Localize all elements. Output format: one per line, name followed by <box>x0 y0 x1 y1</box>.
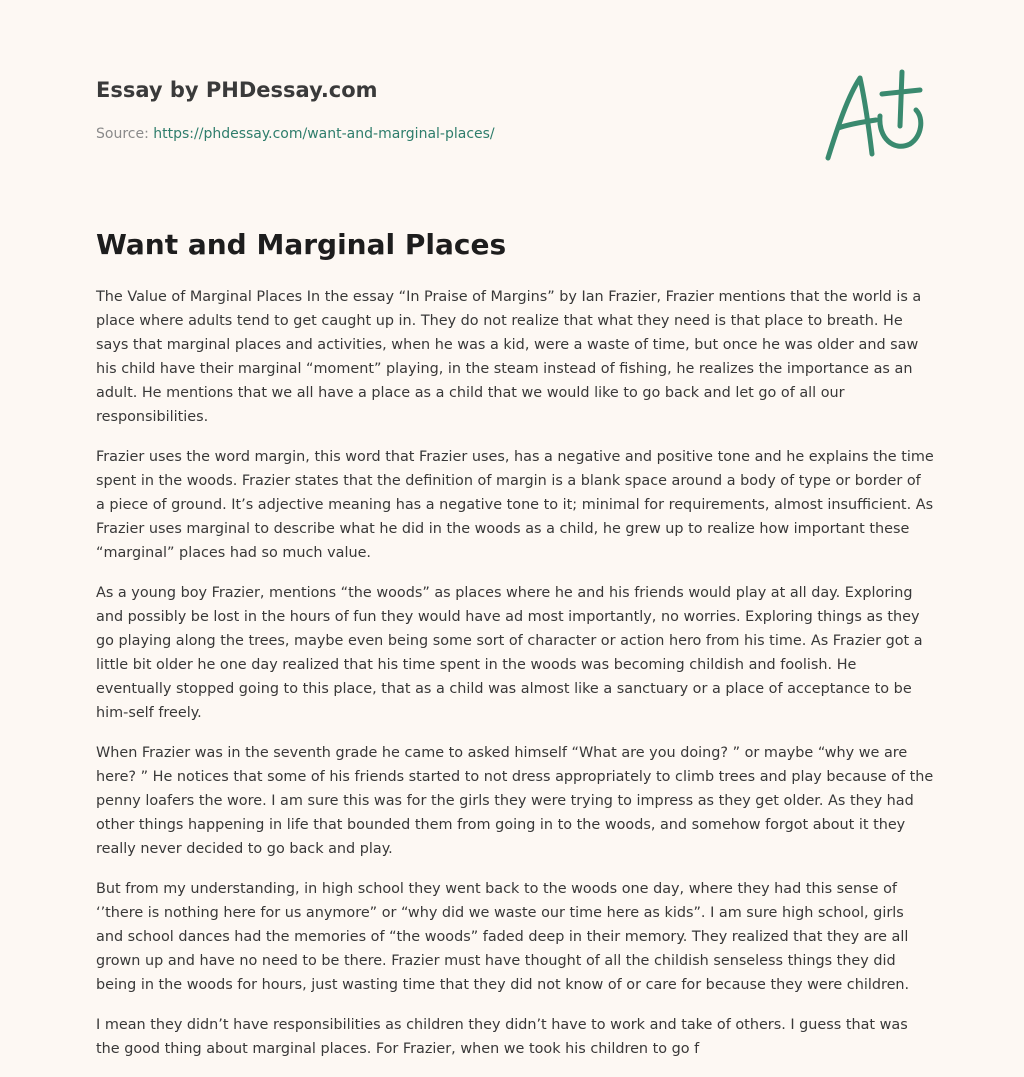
essay-paragraph: Frazier uses the word margin, this word that Frazier uses, has a negative and positive tone and he explains the time spent in the woods. Frazier states that the definition of margin is a blank space around a body of type or border of a piece of ground. It’s adjective meaning has a negative tone to it; minimal for requirements, almost insufficient. As Frazier uses marginal to describe what he did in the woods as a child, he grew up to realize how important these “marginal” places had so much value. <box>96 449 934 561</box>
essay-paragraph: The Value of Marginal Places In the essay “In Praise of Margins” by Ian Frazier, Frazier mentions that the world is a place where adults tend to get caught up in. They do not realize that what they need is that place to breath. He says that marginal places and activities, when he was a kid, were a waste of time, but once he was older and saw his child have their marginal “moment” playing, in the steam instead of fishing, he realizes the importance as an adult. He mentions that we all have a place as a child that we would like to go back and let go of all our responsibilities. <box>96 289 922 425</box>
essay-title: Want and Marginal Places <box>96 228 507 261</box>
essay-paragraph: When Frazier was in the seventh grade he came to asked himself “What are you doing? ” or maybe “why we are here? ” He notices that some of his friends started to not dress appropriately to climb trees and play because of the penny loafers the wore. I am sure this was for the girls they were trying to impress as they get older. As they had other things happening in life that bounded them from going in to the woods, and somehow forgot about it they really never decided to go back and play. <box>96 745 934 857</box>
source-line <box>96 124 796 144</box>
header <box>96 76 796 144</box>
essay-paragraph: But from my understanding, in high school they went back to the woods one day, where they had this sense of ‘’there is nothing here for us anymore” or “why did we waste our time here as kids”. I am sure high school, girls and school dances had the memories of “the woods” faded deep in their memory. They realized that they are all grown up and have no need to be there. Frazier must have thought of all the childish senseless things they did being in the woods for hours, just wasting time that they did not know of or care for because they were children. <box>96 881 910 993</box>
site-title: Essay by PHDessay.com <box>96 78 378 102</box>
essay-body <box>96 285 934 1077</box>
essay-paragraph: As a young boy Frazier, mentions “the woods” as places where he and his friends would play at all day. Exploring and possibly be lost in the hours of fun they would have ad most importantly, no worries. Exploring things as they go playing along the trees, maybe even being some sort of character or action hero from his time. As Frazier got a little bit older he one day realized that his time spent in the woods was becoming childish and foolish. He eventually stopped going to this place, that as a child was almost like a sanctuary or a place of acceptance to be him-self freely. <box>96 585 923 721</box>
essay-paragraph: I mean they didn’t have responsibilities as children they didn’t have to work and take of others. I guess that was the good thing about marginal places. For Frazier, when we took his children to go f <box>96 1017 908 1057</box>
source-link[interactable]: https://phdessay.com/want-and-marginal-places/ <box>153 126 495 142</box>
a-plus-logo-icon <box>820 66 930 166</box>
source-label: Source: <box>96 126 149 142</box>
